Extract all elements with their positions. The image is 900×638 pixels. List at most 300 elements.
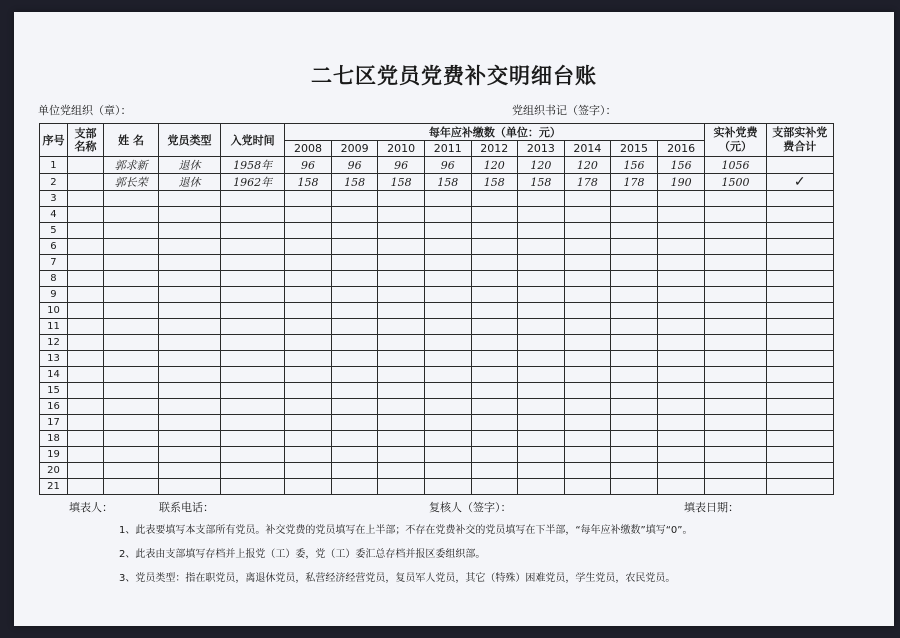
row-seq: 14 bbox=[40, 367, 68, 383]
row-amount bbox=[518, 207, 565, 223]
row-amount bbox=[285, 303, 332, 319]
row-name bbox=[104, 447, 159, 463]
table-row bbox=[40, 223, 834, 239]
row-amount bbox=[564, 223, 611, 239]
row-amount bbox=[611, 399, 658, 415]
row-amount bbox=[471, 399, 518, 415]
row-amount bbox=[424, 415, 471, 431]
row-paid bbox=[705, 383, 766, 399]
row-seq: 9 bbox=[40, 287, 68, 303]
row-amount bbox=[657, 415, 705, 431]
row-amount: 120 bbox=[471, 157, 518, 174]
row-seq: 21 bbox=[40, 479, 68, 495]
row-amount bbox=[424, 335, 471, 351]
row-branch bbox=[67, 479, 103, 495]
row-amount bbox=[424, 255, 471, 271]
row-seq: 11 bbox=[40, 319, 68, 335]
row-amount bbox=[611, 447, 658, 463]
row-amount bbox=[378, 303, 425, 319]
row-amount bbox=[518, 367, 565, 383]
row-amount bbox=[331, 287, 378, 303]
row-amount bbox=[378, 383, 425, 399]
row-paid bbox=[705, 463, 766, 479]
row-branch bbox=[67, 399, 103, 415]
row-paid bbox=[705, 351, 766, 367]
row-join-date: 1962年 bbox=[221, 174, 285, 191]
row-paid bbox=[705, 447, 766, 463]
row-amount bbox=[611, 479, 658, 495]
row-type: 退休 bbox=[159, 174, 221, 191]
row-paid bbox=[705, 223, 766, 239]
row-amount bbox=[471, 207, 518, 223]
row-amount: 96 bbox=[378, 157, 425, 174]
row-amount bbox=[611, 319, 658, 335]
row-amount: 156 bbox=[611, 157, 658, 174]
row-amount bbox=[657, 351, 705, 367]
row-amount bbox=[331, 447, 378, 463]
row-amount bbox=[518, 447, 565, 463]
header-seq: 序号 bbox=[40, 124, 68, 157]
ledger-body bbox=[40, 157, 834, 495]
row-amount bbox=[378, 239, 425, 255]
row-total bbox=[766, 367, 833, 383]
row-amount: 158 bbox=[471, 174, 518, 191]
row-name bbox=[104, 431, 159, 447]
row-amount: 156 bbox=[657, 157, 705, 174]
row-branch bbox=[67, 255, 103, 271]
row-amount bbox=[611, 431, 658, 447]
table-row bbox=[40, 447, 834, 463]
row-amount bbox=[564, 319, 611, 335]
row-amount bbox=[331, 479, 378, 495]
row-join-date bbox=[221, 335, 285, 351]
row-amount bbox=[518, 431, 565, 447]
row-name bbox=[104, 383, 159, 399]
row-type bbox=[159, 223, 221, 239]
row-branch bbox=[67, 335, 103, 351]
row-name bbox=[104, 479, 159, 495]
row-name bbox=[104, 351, 159, 367]
row-amount bbox=[564, 367, 611, 383]
row-amount bbox=[518, 239, 565, 255]
row-total bbox=[766, 447, 833, 463]
row-join-date bbox=[221, 191, 285, 207]
row-name bbox=[104, 367, 159, 383]
row-seq: 13 bbox=[40, 351, 68, 367]
phone-label: 联系电话： bbox=[159, 501, 214, 514]
row-seq: 5 bbox=[40, 223, 68, 239]
row-amount bbox=[285, 223, 332, 239]
row-type bbox=[159, 303, 221, 319]
row-paid bbox=[705, 303, 766, 319]
row-amount bbox=[518, 351, 565, 367]
row-amount bbox=[424, 223, 471, 239]
row-amount bbox=[331, 319, 378, 335]
row-amount: 178 bbox=[564, 174, 611, 191]
row-amount bbox=[657, 335, 705, 351]
row-total bbox=[766, 287, 833, 303]
row-amount bbox=[657, 303, 705, 319]
row-seq: 8 bbox=[40, 271, 68, 287]
row-amount bbox=[378, 319, 425, 335]
row-amount bbox=[331, 207, 378, 223]
row-amount bbox=[378, 271, 425, 287]
row-total bbox=[766, 463, 833, 479]
row-amount bbox=[657, 399, 705, 415]
row-amount bbox=[285, 479, 332, 495]
row-amount bbox=[564, 287, 611, 303]
row-amount: 96 bbox=[285, 157, 332, 174]
row-total bbox=[766, 207, 833, 223]
secretary-label: 党组织书记（签字）： bbox=[512, 104, 617, 117]
header-join-date: 入党时间 bbox=[221, 124, 285, 157]
row-amount bbox=[285, 319, 332, 335]
row-amount bbox=[285, 431, 332, 447]
row-amount bbox=[331, 239, 378, 255]
ledger-paper bbox=[14, 12, 894, 626]
header-year: 2009 bbox=[331, 141, 378, 157]
table-row bbox=[40, 255, 834, 271]
row-amount bbox=[471, 463, 518, 479]
row-join-date bbox=[221, 223, 285, 239]
row-amount bbox=[564, 479, 611, 495]
row-name: 郭求新 bbox=[104, 157, 159, 174]
row-amount bbox=[564, 271, 611, 287]
row-amount bbox=[518, 319, 565, 335]
row-amount bbox=[285, 239, 332, 255]
row-type bbox=[159, 255, 221, 271]
row-join-date bbox=[221, 367, 285, 383]
row-total bbox=[766, 303, 833, 319]
row-amount bbox=[564, 207, 611, 223]
row-paid bbox=[705, 239, 766, 255]
row-amount bbox=[518, 255, 565, 271]
row-amount bbox=[378, 335, 425, 351]
row-type bbox=[159, 415, 221, 431]
row-amount bbox=[611, 271, 658, 287]
row-paid bbox=[705, 431, 766, 447]
row-branch bbox=[67, 463, 103, 479]
row-amount bbox=[424, 239, 471, 255]
row-amount bbox=[471, 351, 518, 367]
row-join-date bbox=[221, 463, 285, 479]
row-amount: 178 bbox=[611, 174, 658, 191]
row-total bbox=[766, 399, 833, 415]
row-branch bbox=[67, 287, 103, 303]
row-join-date: 1958年 bbox=[221, 157, 285, 174]
row-amount bbox=[471, 335, 518, 351]
row-seq: 2 bbox=[40, 174, 68, 191]
row-name bbox=[104, 335, 159, 351]
row-total bbox=[766, 431, 833, 447]
row-join-date bbox=[221, 239, 285, 255]
row-join-date bbox=[221, 447, 285, 463]
row-name bbox=[104, 271, 159, 287]
row-amount bbox=[378, 447, 425, 463]
row-amount bbox=[378, 191, 425, 207]
row-join-date bbox=[221, 207, 285, 223]
row-amount bbox=[331, 335, 378, 351]
table-row bbox=[40, 463, 834, 479]
row-name bbox=[104, 287, 159, 303]
row-amount bbox=[657, 207, 705, 223]
row-seq: 4 bbox=[40, 207, 68, 223]
row-amount bbox=[424, 191, 471, 207]
row-branch bbox=[67, 415, 103, 431]
row-amount bbox=[471, 255, 518, 271]
note-1: 1、此表要填写本支部所有党员。补交党费的党员填写在上半部；不存在党费补交的党员填写在下半部，“每年应补缴数”填写“0”。 bbox=[119, 525, 693, 536]
row-amount bbox=[657, 255, 705, 271]
row-amount bbox=[471, 223, 518, 239]
row-total: ✓ bbox=[766, 174, 833, 191]
row-branch bbox=[67, 271, 103, 287]
row-branch bbox=[67, 319, 103, 335]
row-amount bbox=[611, 303, 658, 319]
row-name bbox=[104, 191, 159, 207]
row-amount bbox=[564, 447, 611, 463]
row-join-date bbox=[221, 415, 285, 431]
row-total bbox=[766, 319, 833, 335]
row-amount bbox=[564, 431, 611, 447]
table-row bbox=[40, 335, 834, 351]
row-type bbox=[159, 191, 221, 207]
row-amount bbox=[518, 479, 565, 495]
row-amount bbox=[285, 191, 332, 207]
table-row bbox=[40, 174, 834, 191]
header-year: 2015 bbox=[611, 141, 658, 157]
row-amount bbox=[378, 287, 425, 303]
row-seq: 19 bbox=[40, 447, 68, 463]
row-amount bbox=[611, 383, 658, 399]
row-amount bbox=[518, 271, 565, 287]
row-amount bbox=[518, 399, 565, 415]
row-amount bbox=[518, 383, 565, 399]
row-type bbox=[159, 431, 221, 447]
table-row bbox=[40, 207, 834, 223]
row-amount bbox=[611, 255, 658, 271]
row-amount bbox=[378, 255, 425, 271]
header-year: 2014 bbox=[564, 141, 611, 157]
row-total bbox=[766, 157, 833, 174]
row-amount bbox=[378, 463, 425, 479]
row-amount bbox=[564, 191, 611, 207]
row-paid bbox=[705, 479, 766, 495]
row-seq: 17 bbox=[40, 415, 68, 431]
row-type bbox=[159, 335, 221, 351]
row-name bbox=[104, 303, 159, 319]
row-amount bbox=[331, 399, 378, 415]
row-branch bbox=[67, 239, 103, 255]
row-amount bbox=[378, 223, 425, 239]
row-branch bbox=[67, 223, 103, 239]
ledger-table bbox=[39, 123, 834, 495]
row-seq: 18 bbox=[40, 431, 68, 447]
row-amount bbox=[378, 399, 425, 415]
row-amount bbox=[471, 287, 518, 303]
row-amount: 158 bbox=[424, 174, 471, 191]
row-amount bbox=[657, 271, 705, 287]
row-amount bbox=[378, 479, 425, 495]
row-amount bbox=[378, 351, 425, 367]
row-branch bbox=[67, 157, 103, 174]
row-amount bbox=[564, 383, 611, 399]
row-seq: 10 bbox=[40, 303, 68, 319]
row-amount: 96 bbox=[331, 157, 378, 174]
row-amount bbox=[471, 415, 518, 431]
row-join-date bbox=[221, 431, 285, 447]
row-total bbox=[766, 239, 833, 255]
row-amount bbox=[657, 463, 705, 479]
row-amount bbox=[331, 367, 378, 383]
row-amount bbox=[518, 415, 565, 431]
row-amount bbox=[331, 255, 378, 271]
page-title: 二七区党员党费补交明细台账 bbox=[311, 64, 597, 88]
row-amount: 96 bbox=[424, 157, 471, 174]
table-row bbox=[40, 287, 834, 303]
row-amount bbox=[424, 319, 471, 335]
row-amount bbox=[564, 239, 611, 255]
row-type bbox=[159, 383, 221, 399]
row-paid bbox=[705, 319, 766, 335]
row-paid: 1500 bbox=[705, 174, 766, 191]
row-amount bbox=[611, 239, 658, 255]
row-join-date bbox=[221, 383, 285, 399]
row-amount bbox=[285, 399, 332, 415]
row-amount bbox=[564, 415, 611, 431]
row-amount bbox=[285, 271, 332, 287]
row-amount bbox=[331, 431, 378, 447]
row-amount bbox=[564, 399, 611, 415]
row-name bbox=[104, 223, 159, 239]
header-total: 支部实补党费合计 bbox=[766, 124, 833, 157]
row-amount bbox=[424, 303, 471, 319]
row-branch bbox=[67, 383, 103, 399]
row-amount bbox=[378, 431, 425, 447]
row-amount bbox=[285, 447, 332, 463]
row-amount bbox=[611, 223, 658, 239]
header-annual: 每年应补缴数（单位：元） bbox=[285, 124, 705, 141]
header-year: 2008 bbox=[285, 141, 332, 157]
row-total bbox=[766, 223, 833, 239]
row-paid bbox=[705, 367, 766, 383]
row-amount bbox=[611, 335, 658, 351]
row-name bbox=[104, 319, 159, 335]
row-branch bbox=[67, 351, 103, 367]
row-amount bbox=[331, 351, 378, 367]
note-3: 3、党员类型：指在职党员，离退休党员，私营经济经营党员，复员军人党员，其它（特殊）困难党员，学生党员，农民党员。 bbox=[119, 573, 676, 584]
row-amount: 158 bbox=[518, 174, 565, 191]
row-amount bbox=[331, 383, 378, 399]
row-join-date bbox=[221, 287, 285, 303]
header-paid: 实补党费（元） bbox=[705, 124, 766, 157]
row-amount bbox=[564, 463, 611, 479]
row-seq: 1 bbox=[40, 157, 68, 174]
row-type bbox=[159, 351, 221, 367]
row-type bbox=[159, 239, 221, 255]
row-name bbox=[104, 207, 159, 223]
row-name bbox=[104, 415, 159, 431]
row-amount bbox=[518, 335, 565, 351]
row-type bbox=[159, 271, 221, 287]
row-type: 退休 bbox=[159, 157, 221, 174]
row-seq: 16 bbox=[40, 399, 68, 415]
row-name bbox=[104, 255, 159, 271]
row-seq: 15 bbox=[40, 383, 68, 399]
row-paid bbox=[705, 335, 766, 351]
row-amount bbox=[518, 287, 565, 303]
row-amount bbox=[611, 287, 658, 303]
row-amount bbox=[424, 447, 471, 463]
reviewer-label: 复核人（签字）： bbox=[429, 501, 512, 514]
row-type bbox=[159, 463, 221, 479]
row-amount bbox=[471, 319, 518, 335]
row-amount bbox=[657, 479, 705, 495]
row-join-date bbox=[221, 479, 285, 495]
row-amount bbox=[285, 287, 332, 303]
row-amount bbox=[424, 383, 471, 399]
row-amount bbox=[471, 191, 518, 207]
row-join-date bbox=[221, 303, 285, 319]
table-row bbox=[40, 319, 834, 335]
row-join-date bbox=[221, 255, 285, 271]
header-branch: 支部名称 bbox=[67, 124, 103, 157]
row-branch bbox=[67, 431, 103, 447]
row-total bbox=[766, 351, 833, 367]
row-type bbox=[159, 287, 221, 303]
row-name bbox=[104, 399, 159, 415]
row-amount bbox=[331, 191, 378, 207]
table-row bbox=[40, 399, 834, 415]
row-type bbox=[159, 319, 221, 335]
row-amount bbox=[331, 223, 378, 239]
row-seq: 7 bbox=[40, 255, 68, 271]
row-type bbox=[159, 399, 221, 415]
row-amount bbox=[285, 335, 332, 351]
row-amount bbox=[611, 367, 658, 383]
row-amount bbox=[471, 479, 518, 495]
table-row bbox=[40, 367, 834, 383]
table-row bbox=[40, 239, 834, 255]
table-row bbox=[40, 191, 834, 207]
table-row bbox=[40, 271, 834, 287]
row-amount bbox=[471, 431, 518, 447]
row-amount: 158 bbox=[285, 174, 332, 191]
row-amount bbox=[657, 319, 705, 335]
row-paid bbox=[705, 287, 766, 303]
row-name: 郭长荣 bbox=[104, 174, 159, 191]
table-row bbox=[40, 479, 834, 495]
row-join-date bbox=[221, 319, 285, 335]
table-row bbox=[40, 351, 834, 367]
row-amount bbox=[657, 239, 705, 255]
row-amount bbox=[611, 207, 658, 223]
row-amount: 158 bbox=[378, 174, 425, 191]
row-amount bbox=[471, 383, 518, 399]
row-amount bbox=[564, 255, 611, 271]
row-amount bbox=[471, 367, 518, 383]
row-amount bbox=[424, 431, 471, 447]
table-row bbox=[40, 431, 834, 447]
row-amount bbox=[285, 351, 332, 367]
row-amount bbox=[424, 351, 471, 367]
row-amount bbox=[657, 287, 705, 303]
row-amount bbox=[657, 223, 705, 239]
header-year: 2016 bbox=[657, 141, 705, 157]
header-year: 2012 bbox=[471, 141, 518, 157]
row-join-date bbox=[221, 351, 285, 367]
row-name bbox=[104, 463, 159, 479]
table-row bbox=[40, 303, 834, 319]
